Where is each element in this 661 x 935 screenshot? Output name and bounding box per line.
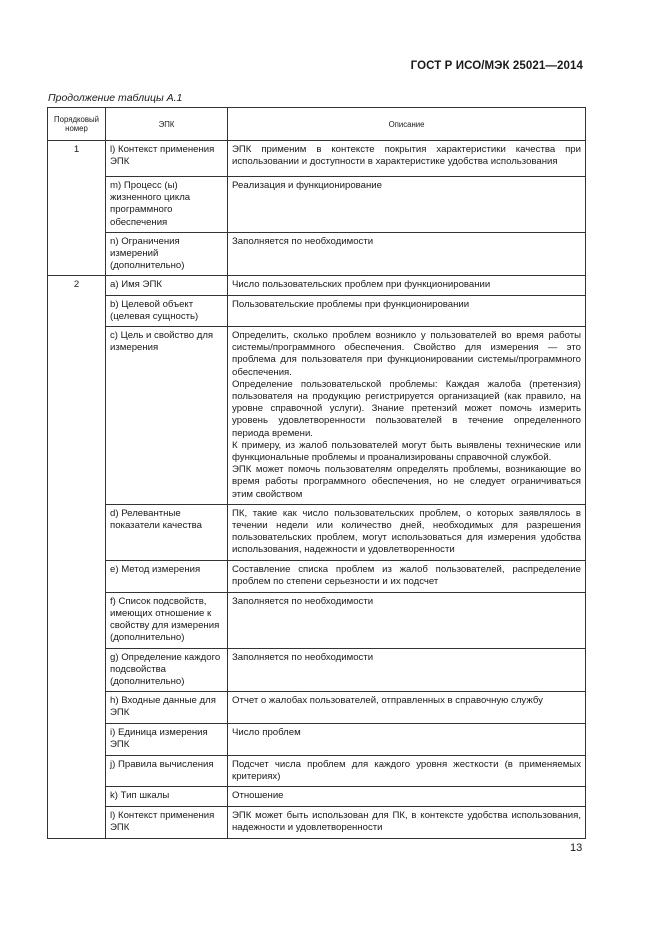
row-number	[48, 560, 106, 592]
row-number	[48, 648, 106, 692]
table-row	[48, 504, 586, 560]
row-number	[48, 232, 106, 276]
table-row	[48, 327, 586, 505]
row-description: Отношение	[228, 786, 586, 806]
row-epk: j) Правила вычисления	[106, 755, 228, 786]
row-number	[48, 755, 106, 786]
row-epk: f) Список подсвойств, имеющих отношение к свойству для измерения (дополнительно)	[106, 592, 228, 648]
row-description: Число проблем	[228, 724, 586, 755]
table-header-row	[48, 108, 586, 141]
row-epk: g) Определение каждого подсвойства (дополнительно)	[106, 648, 228, 692]
row-description: Заполняется по необходимости	[228, 232, 586, 276]
row-epk: c) Цель и свойство для измерения	[106, 327, 228, 505]
table-row	[48, 755, 586, 786]
row-epk: l) Контекст применения ЭПК	[106, 806, 228, 838]
document-header: ГОСТ Р ИСО/МЭК 25021—2014	[410, 60, 583, 72]
row-description: Заполняется по необходимости	[228, 648, 586, 692]
row-epk: h) Входные данные для ЭПК	[106, 692, 228, 724]
row-epk: n) Ограничения измерений (дополнительно)	[106, 232, 228, 276]
table-row	[48, 295, 586, 326]
header-number: Порядковый номер	[48, 108, 106, 141]
row-description: Подсчет числа проблем для каждого уровня жесткости (в применяемых критериях)	[228, 755, 586, 786]
table-caption: Продолжение таблицы А.1	[48, 92, 183, 104]
table-row	[48, 141, 586, 177]
row-epk: k) Тип шкалы	[106, 786, 228, 806]
row-description: Составление списка проблем из жалоб пользователей, распределение проблем по степени серьезности и их подсчет	[228, 560, 586, 592]
header-description: Описание	[228, 108, 586, 141]
row-epk: a) Имя ЭПК	[106, 276, 228, 295]
row-number	[48, 504, 106, 560]
row-description: ПК, такие как число пользовательских проблем, о которых заявлялось в течении недели или количество дней, необходимых для разрешения пользовательских проблем, могут использоваться для измерения удобства использования, надежности и удовлетворенности	[228, 504, 586, 560]
row-number	[48, 786, 106, 806]
row-number	[48, 806, 106, 838]
page-number: 13	[570, 842, 583, 854]
row-epk: i) Единица измерения ЭПК	[106, 724, 228, 755]
row-epk: e) Метод измерения	[106, 560, 228, 592]
row-description: Определить, сколько проблем возникло у пользователей во время работы системы/программного обеспечения. Свойство для измерения — это проблема для пользователя при функционировании системы/программного обеспечения. Определение пользовательской проблемы: Каждая жалоба (претензия) пользователя на продукцию регистрируется организацией (как правило, на уровне справочной услуги). Знание претензий может помочь измерить уровень удовлетворенности пользователей в течение определенного периода времени. К примеру, из жалоб пользователей могут быть выявлены технические или функциональные проблемы и проанализированы справочной службой. ЭПК может помочь пользователям определять проблемы, возникающие во время работы программного обеспечения, но не следует ограничиваться этим свойством	[228, 327, 586, 505]
row-number	[48, 177, 106, 233]
row-number	[48, 327, 106, 505]
row-number: 1	[48, 141, 106, 177]
table-row	[48, 786, 586, 806]
row-number	[48, 295, 106, 326]
row-description: Число пользовательских проблем при функционировании	[228, 276, 586, 295]
table-row	[48, 592, 586, 648]
row-description: ЭПК может быть использован для ПК, в контексте удобства использования, надежности и удовлетворенности	[228, 806, 586, 838]
table-row	[48, 276, 586, 295]
row-epk: l) Контекст применения ЭПК	[106, 141, 228, 177]
epk-table	[47, 107, 586, 839]
header-epk: ЭПК	[106, 108, 228, 141]
table-row	[48, 648, 586, 692]
row-number	[48, 592, 106, 648]
row-number	[48, 692, 106, 724]
row-number	[48, 724, 106, 755]
row-description: ЭПК применим в контексте покрытия характеристики качества при использовании и доступности в характеристике удобства использования	[228, 141, 586, 177]
table-row	[48, 177, 586, 233]
row-description: Заполняется по необходимости	[228, 592, 586, 648]
table-row	[48, 692, 586, 724]
row-description: Отчет о жалобах пользователей, отправленных в справочную службу	[228, 692, 586, 724]
table-row	[48, 232, 586, 276]
row-epk: b) Целевой объект (целевая сущность)	[106, 295, 228, 326]
row-epk: m) Процесс (ы) жизненного цикла программного обеспечения	[106, 177, 228, 233]
row-description: Реализация и функционирование	[228, 177, 586, 233]
table-row	[48, 806, 586, 838]
row-number: 2	[48, 276, 106, 295]
row-description: Пользовательские проблемы при функционировании	[228, 295, 586, 326]
table-row	[48, 560, 586, 592]
row-epk: d) Релевантные показатели качества	[106, 504, 228, 560]
table-row	[48, 724, 586, 755]
